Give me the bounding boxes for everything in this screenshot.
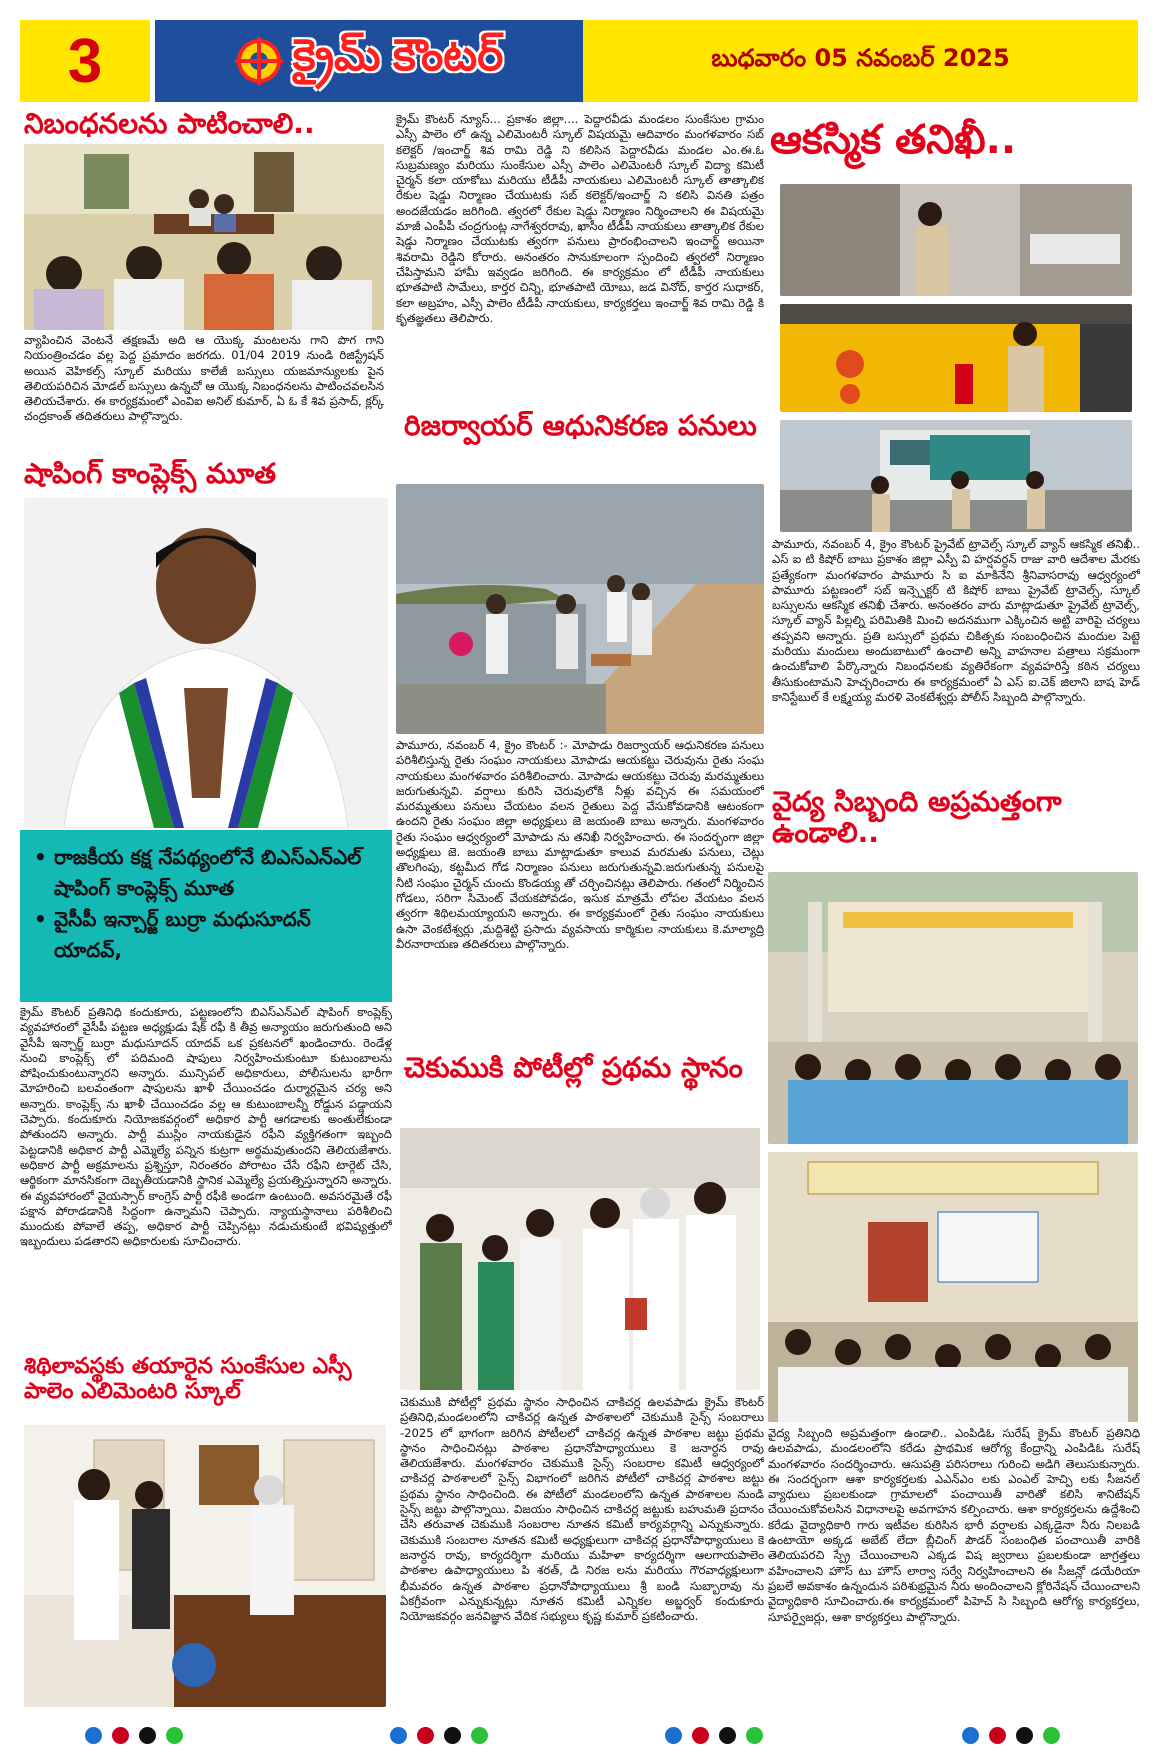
footer-dot — [112, 1727, 129, 1744]
school-body: క్రైమ్ కౌంటర్ న్యూస్... ప్రకాశం జిల్లా.... పెద్దారవీడు మండలం సుంకేసుల గ్రామం ఎస్సీ పాలెం లో ఉన్న ఎలిమెంటరీ స్కూల్ విషయమై ఆదివారం మంగళవారం సబ్ కలెక్టర్ /ఇంచార్జ్ శివ రామి రెడ్డి ని కలిసిన పెద్దారవీడు మండల ఎం.ఈ.ఓ సుబ్రమణ్యం మరియు సుంకేసుల ఎస్సీ పాలెం ఎలిమెంటరీ స్కూల్ విద్యా కమిటీ చైర్మన్ కలా యాకోబు మరియు టీడీపీ నాయకులు ఎలిమెంటరీ స్కూల్ తాత్కాలిక రేకుల షెడ్డు నిర్మాణం చేయుటకు సబ్ కలెక్టర్/ఇంచార్జ్ ని కలిసి వినతి పత్రం అందజేయడం జరిగింది. త్వరలో రేకుల షెడ్డు నిర్మాణం నిర్మించాలని ఈ విషయమై మాజీ ఎంపీపీ చంద్రగుంట్ల నాగేశ్వరరావు, ఖాసీం టీడీపీ నాయకులు తాత్కాలిక రేకుల షెడ్డు నిర్మాణం చేయుటకు త్వరగా పనులు ప్రారంభించాలని ఇంచార్జ్ అయినా శివరామి రెడ్డిని కోరారు. అనంతరం సానుకూలంగా స్పందించి త్వరలో నిర్మాణం చేపిస్తామని హామీ ఇవ్వడం జరిగింది. ఈ కార్యక్రమం లో టీడీపీ నాయకులు భూతపాటి సామేలు, కార్తర చిన్ని, భూతపాటి యోబు, జడ వినోద్, కార్తర సుధాకర్, కలా అబ్రహం, ఎస్సీ పాలెం టీడీపీ నాయకులు, కార్యకర్తలు ఇంచార్జ్ శివ రామి రెడ్డి కి కృతజ్ఞతలు తెలిపారు. — [396, 112, 764, 325]
highlight-item: • వైసీపీ ఇన్చార్జ్ బుర్రా మధుసూదన్ యాదవ్, — [32, 904, 380, 966]
reservoir-photo — [396, 484, 764, 734]
health-center-photo — [768, 872, 1138, 1144]
footer-dot — [1016, 1727, 1033, 1744]
footer-dot — [139, 1727, 156, 1744]
inspection-headline: ఆకస్మిక తనిఖీ.. — [770, 117, 1017, 163]
footer-dot — [746, 1727, 763, 1744]
award-photo — [400, 1128, 760, 1390]
meeting-photo — [24, 144, 384, 330]
chekumuki-body: చెకుముకి పోటీల్లో ప్రథమ స్థానం సాధించిన చాకిచర్ల ఉలవపాడు క్రైమ్ కౌంటర్ ప్రతినిధి,మండలంలోని చాకిచర్ల ఉన్నత పాఠశాలలో చెకుముకి సైన్స్ సంబరాలు -2025 లో భాగంగా జరిగిన పోటీలలో చాకిచర్ల ఉన్నత పాఠశాల జట్టు ప్రథమ స్థానం సాధించినట్లు పాఠశాల ప్రధానోపాధ్యాయులు కె జనార్ధన రావు తెలియజేశారు. మంగళవారం చెకుముకి సైన్స్ సంబరాల కమిటీ ఆధ్వర్యంలో చాకిచర్ల పాఠశాలలో సైన్స్ విభాగంలో జరిగిన పోటీలో చాకిచర్ల పాఠశాల జట్టు ప్రథమ స్థానం సాధించింది. ఈ పోటీలో మండలంలోని ఉన్నత పాఠశాలల నుండి సైన్స్ జట్టు పాల్గొన్నాయి. విజయం సాధించిన చాకిచర్ల జట్టుకు బహుమతి ప్రదానం చేసి తరువాత చెకుముకి సంబరాల నూతన కమిటీ కార్యవర్గాన్ని ఎన్నుకున్నారు. చెకుముకి సంబరాల నూతన కమిటీ అధ్యక్షులుగా చాకిచర్ల ప్రధానోపాధ్యాయులు కె జనార్ధన రావు, కార్యదర్శిగా మరియు మహిళా కార్యదర్శిగా ఆలగాయపాలెం పాఠశాల ఉపాధ్యాయులు పి శరత్, డి నిరజ లను మరియు గౌరవాధ్యక్షులుగా భీమవరం ఉన్నత పాఠశాల ప్రధానోపాధ్యాయులు శ్రీ బండి సుబ్బారావు ను ఏకగ్రీవంగా ఎన్నుకున్నట్లు నూతన కమిటీ ఎన్నికల అబ్జర్వర్ కందుకూరు నియోజకవర్గం జనవిజ్ఞాన వేదిక సభ్యులు కృష్ణ కుమార్ ప్రకటించారు. — [400, 1395, 764, 1624]
footer-dot — [719, 1727, 736, 1744]
reservoir-body: పామూరు, నవంబర్ 4, క్రైం కౌంటర్ :- మోపాడు రిజర్వాయర్ ఆధునికరణ పనులు పరిశీలిస్తున్న రైతు సంఘం నాయకులు మోపాడు ఆయకట్టు చెరువును రైతు సంఘ నాయకులు మంగళవారం పరిశీలించారు. మోపాడు ఆయకట్టు చెరువు మరమ్మతులు జరుగుతున్నవి. వర్షాలు కురిసి చెరువులోకి నీళ్లు వచ్చిన ఈ సమయంలో మరమ్మతులు పనులు చేయటం వలన రైతులు పెద్ద వేసుకోవడానికి ఆటంకంగా ఉందని రైతు సంఘం జిల్లా అధ్యక్షులు జె జయంతి బాబు అన్నారు. మంగళవారం రైతు సంఘం ఆధ్వర్యంలో మోపాడు ను తనిఖీ నిర్వహించారు. ఈ సందర్భంగా జిల్లా అధ్యక్షులు జె. జయంతి బాబు మాట్లాడుతూ కాలువ మరమతు పనులు, చెట్లు తొలగింపు, కట్టమీద గోడ నిర్మాణం పనులు జరుగుతున్నవి.జరుగుతున్న పనులపై నీటి సంఘం చైర్మన్ చుంచు కొండయ్య తో చర్చించినట్లు తెలిపారు. గతంలో నిర్మించిన గోడలు, సరిగా సిమెంట్ వేయకపోవడం, ఇసుక మాత్రమే లోపల వేయటం వలన త్వరగా శిథిలమయ్యాయని అన్నారు. ఈ కార్యక్రమంలో రైతు సంఘం నాయకులు ఉసా వెంకటేశ్వర్లు ,మద్దిశెట్టి ప్రసాదు వ్యవసాయ కార్మికుల నాయకులు కె.మాల్యాద్రి వీరనారాయణ తదితరులు పాల్గొన్నారు. — [396, 738, 764, 951]
health-center-meeting-photo — [768, 1152, 1138, 1422]
crosshair-logo-icon — [235, 37, 283, 85]
shopping-body: క్రైమ్ కౌంటర్ ప్రతినిధి కందుకూరు, పట్టణంలోని బిఎస్ఎన్ఎల్ షాపింగ్ కాంప్లెక్స్ వ్యవహారంలో వైసీపీ పట్టణ అధ్యక్షుడు షేక్ రఫీ కి తీవ్ర అన్యాయం జరుగుతుంది అని వైసీపీ ఇన్చార్జ్ బుర్రా మధుసూదన్ యాదవ్ ఒక ప్రకటనలో ఖండించారు. రెండేళ్ల నుంచి కాంప్లెక్స్ లో పదిమంది షాపులు నిర్వహించుకుంటూ కుటుంబాలను పోషించుకుంటున్నారని అన్నారు. మున్సిపల్ అధికారులు, పోలీసులను భారీగా మోహరించి బలవంతంగా షాపులను ఖాళీ చేయించడం దుర్మార్గమైన చర్య అని అన్నారు. కాంప్లెక్స్ ను ఖాళీ చేయించడం వల్ల ఆ కుటుంబాలన్నీ రోడ్డున పడ్డాయని చెప్పారు. కందుకూరు నియోజకవర్గంలో అధికార పార్టీ ఆగడాలకు అంతులేకుండా పోతుందని అన్నారు. పార్టీ ముస్లిం నాయకుడైన రఫీని వ్యక్తిగతంగా ఇబ్బంది పెట్టడానికి అధికార పార్టీ ఎమ్మెల్యే పన్నిన కుట్రగా అర్థమవుతుందని తెలియజేశారు. అధికార పార్టీ అక్రమాలను ప్రశ్నిస్తూ, నిరంతరం పోరాటం చేసే రఫీని టార్గెట్ చేసి, ఆర్థికంగా మానసికంగా దెబ్బతీయడానికి స్థానిక ఎమ్మెల్యే ప్రయత్నిస్తున్నారని అన్నారు. ఈ వ్యవహారంలో వైయస్సార్ కాంగ్రెస్ పార్టీ రఫీకి అండగా ఉంటుంది. అవసరమైతే రఫీ పక్షాన పోరాడడానికి సిద్ధంగా ఉన్నామని చెప్పారు. న్యాయస్థానాలు పరిశీలించి ముందుకు పోవాలే తప్ప, అధికార పార్టీ చెప్పినట్లు నడుచుకుంటే భవిష్యత్తులో ఇబ్బందులు పడతారని అధికారులకు సూచించారు. — [20, 1005, 392, 1249]
fire-extinguisher-photo — [780, 304, 1132, 412]
page-number: 3 — [20, 20, 150, 102]
footer-dot — [665, 1727, 682, 1744]
masthead-brand — [155, 20, 583, 102]
school-meeting-photo — [24, 1425, 386, 1707]
footer-dot — [989, 1727, 1006, 1744]
school-headline: శిథిలావస్థకు తయారైన సుంకేసుల ఎస్సీ పాలెం ఎలిమెంటరి స్కూల్ — [24, 1354, 352, 1404]
footer-dot — [962, 1727, 979, 1744]
footer-dots-4 — [962, 1727, 1060, 1744]
medical-headline: వైద్య సిబ్బంది అప్రమత్తంగా ఉండాలి.. — [772, 785, 1062, 850]
bus-interior-photo — [780, 184, 1132, 296]
footer-dot — [417, 1727, 434, 1744]
brand-name: క్రైమ్ కౌంటర్ — [292, 30, 504, 80]
footer-dot — [1043, 1727, 1060, 1744]
footer-dot — [85, 1727, 102, 1744]
footer-dot — [390, 1727, 407, 1744]
highlights-box — [20, 830, 392, 1002]
issue-date: బుధవారం 05 నవంబర్ 2025 — [583, 20, 1138, 102]
chekumuki-headline: చెకుముకి పోటీల్లో ప్రథమ స్థానం — [404, 1051, 743, 1084]
rules-body: వ్యాపించిన వెంటనే తక్షణమే అది ఆ యొక్క మంటలను గాని పొగ గాని నియంత్రించడం వల్ల పెద్ద ప్రమాదం జరగదు. 01/04 2019 నుండి రిజిస్ట్రేషన్ అయిన వెహికల్స్ స్కూల్ మరియు కాలేజీ బస్సులు యజమాన్యులకు పైన తెలియపరిచిన మోడల్ బస్సులు ఉన్నచో ఆ యొక్క నిబంధనలను పాటించవలసిన తెలియచేశారు. ఈ కార్యక్రమంలో ఎంవిఐ అనిల్ కుమార్, ఏ ఓ కే శివ ప్రసాద్, క్లర్క్ చంద్రకాంత్ తదితరులు పాల్గొన్నారు. — [24, 333, 384, 424]
footer-dot — [166, 1727, 183, 1744]
rules-headline: నిబంధనలను పాటించాలి.. — [24, 107, 315, 140]
shopping-headline: షాపింగ్ కాంప్లెక్స్ మూత — [24, 457, 277, 490]
footer-dots-1 — [85, 1727, 183, 1744]
inspection-body: పామూరు, నవంబర్ 4, క్రైం కౌంటర్ ప్రైవేట్ ట్రావెల్స్ స్కూల్ వ్యాన్ ఆకస్మిక తనిఖీ.. ఎస్ ఐ టి కిషోర్ బాబు ప్రకాశం జిల్లా ఎస్పీ వి హర్షవర్ధన్ రాజు వారి ఆదేశాల మేరకు ప్రత్యేకంగా మంగళవారం పామూరు సి ఐ మాకినేని శ్రీనివాసరావు ఆధ్వర్యంలో పామూరు పట్టణంలో సబ్ ఇన్స్పెక్టర్ టి కిషోర్ బాబు ప్రైవేట్ ట్రావెల్స్, స్కూల్ బస్సులను ఆకస్మిక తనిఖీ చేశారు. అనంతరం వారు మాట్లాడుతూ ప్రైవేట్ ట్రావెల్స్, స్కూల్ వ్యాన్ పిల్లల్ని పరిమితికి మించి అదనముగా ఎక్కించిన అట్టి వారిపై చర్యలు తప్పవని అన్నారు. ప్రతి బస్సులో ప్రథమ చికిత్సకు సంబంధించిన మందుల పెట్టె మరియు మందులు అందుబాటులో ఉంచాలి అన్ని వాహనాల పత్రాలు సక్రమంగా ఉంచుకోవాలి పేర్కొన్నారు నిబంధనలకు వ్యతిరేకంగా వ్యవహరిస్తే కఠిన చర్యలు తీసుకుంటామని హెచ్చరించారు ఈ కార్యక్రమంలో ఏ ఎస్ ఐ.చెక్ జిలాని బాష హెడ్ కానిస్టేబుల్ కే లక్ష్మయ్య మరళి వెంకటేశ్వర్లు పోలీస్ సిబ్బంది పాల్గొన్నారు. — [772, 537, 1140, 704]
traffic-check-photo — [780, 420, 1132, 532]
footer-dot — [444, 1727, 461, 1744]
medical-body: వైద్య సిబ్బంది అప్రమత్తంగా ఉండాలి.. ఎంపిడిఓ సురేష్ క్రైమ్ కౌంటర్ ప్రతినిధి ఉలవపాడు, మండలంలోని కరేడు ప్రాథమిక ఆరోగ్య కేంద్రాన్ని ఎంపిడిఓ సురేష్ మంగళవారం సందర్శించారు. ఆసుపత్రి పరిసరాలు గురించి అడిగి తెలుసుకున్నారు. ఈ సందర్భంగా ఆశా కార్యకర్తలకు ఎఎన్ఎం లకు ఎంఎల్ హెచ్పి లకు సీజనల్ వ్యాధులు ప్రబలకుండా గ్రామాలలో పంచాయితీ వారితో కలిసి శానిటేషన్ చేయించుకోవలసిన విధానాలపై అవగాహన కల్పించారు. ఆశా కార్యకర్తలను ఉద్దేశించి కరేడు వైద్యాధికారి గారు ఇటీవల కురిసిన భారీ వర్షాలకు ఎక్కడైనా నీరు నిలబడి ఉంటాయో అక్కడ అబేట్ లేదా బ్లీచింగ్ పౌడర్ సంబంధిత పంచాయితీ వారికి తెలియపరచి స్ప్రే చేయించాలని ఎక్కడ విష జ్వరాలు ప్రబలకుండా జాగ్రత్తలు వహించాలని హౌస్ టు హౌస్ లార్వా సర్వే నిర్వహించాలని ఈ సీజన్లో డయేరియా ప్రబలే అవకాశం ఉన్నందున పరిశుభ్రమైన నీరు అందించాలని క్లోరినేషన్ చేయించాలని వైద్యాధికారి సూచించారు.ఈ కార్యక్రమంలో పిహెచ్ సి సిబ్బంది ఆరోగ్య కార్యకర్తలు, సూపర్వైజర్లు, ఆశా కార్యకర్తలు పాల్గొన్నారు. — [768, 1426, 1140, 1624]
footer-dots-2 — [390, 1727, 488, 1744]
politician-photo — [24, 498, 388, 828]
reservoir-headline: రిజర్వాయర్ ఆధునికరణ పనులు — [404, 409, 757, 442]
footer-dot — [692, 1727, 709, 1744]
footer-dot — [471, 1727, 488, 1744]
footer-dots-3 — [665, 1727, 763, 1744]
highlight-item: • రాజకీయ కక్ష నేపథ్యంలోనే బిఎస్ఎన్ఎల్ షాపింగ్ కాంప్లెక్స్ మూత — [32, 842, 380, 904]
